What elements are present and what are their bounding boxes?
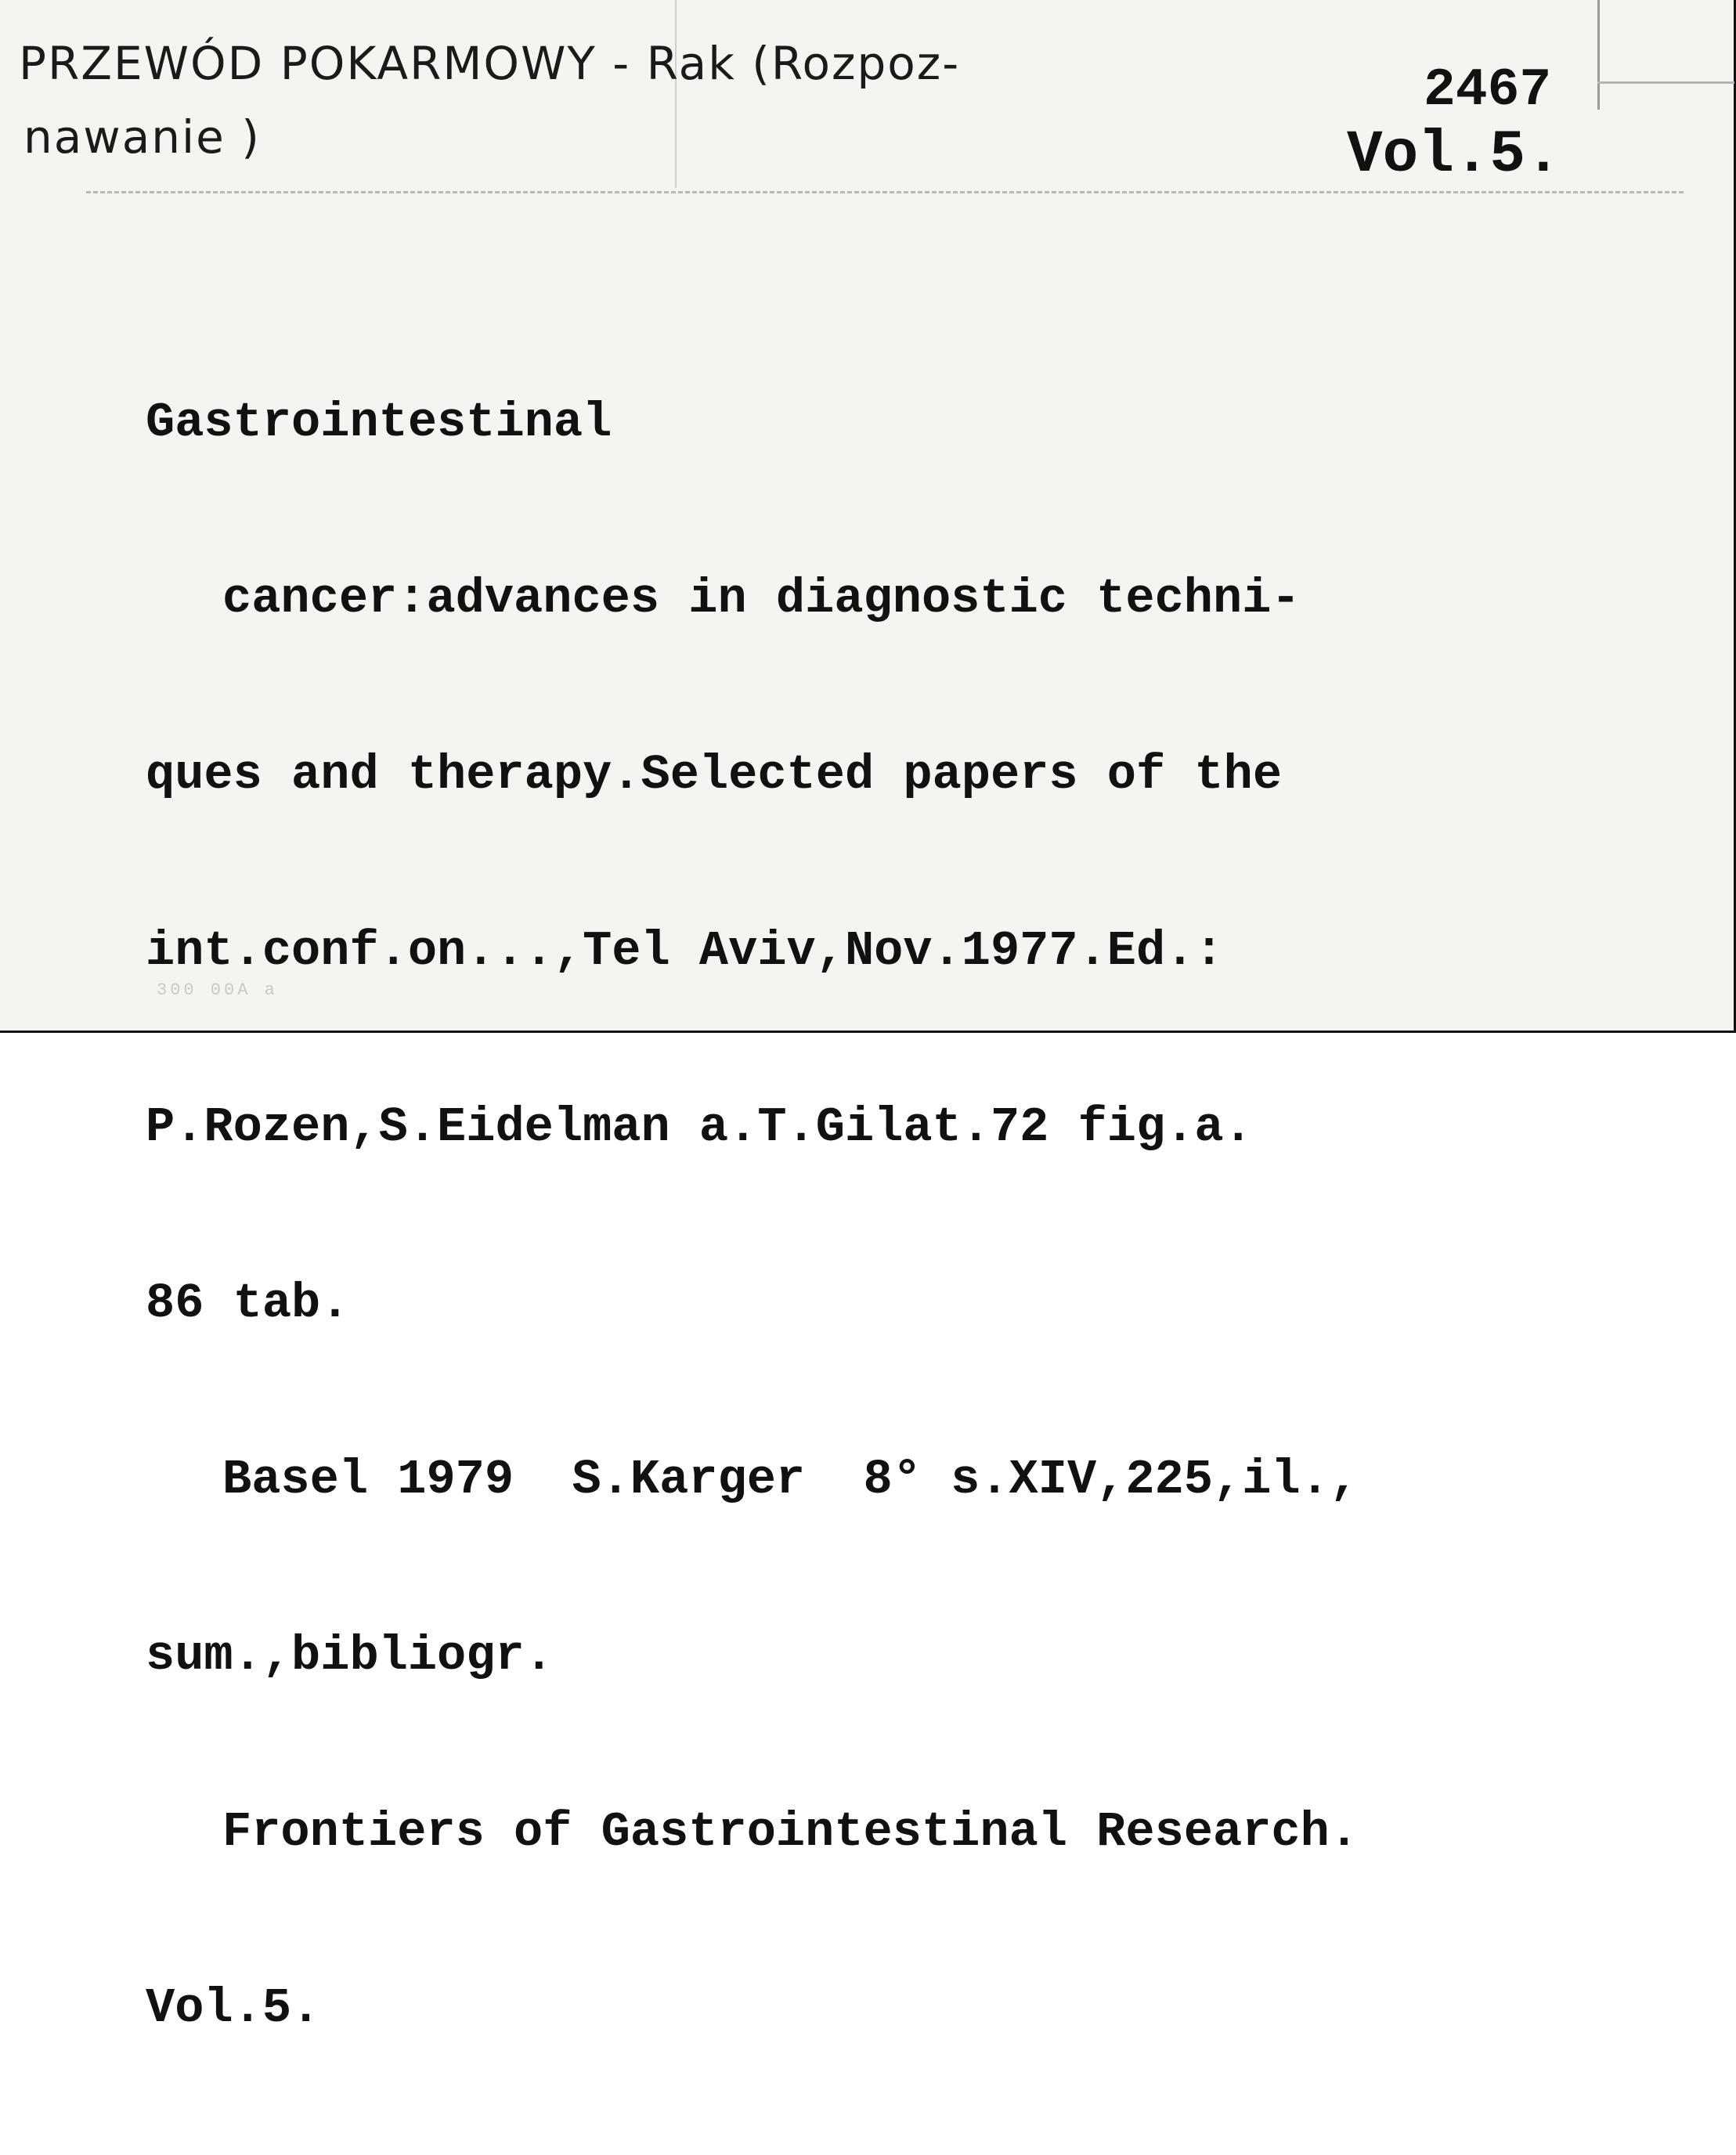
card-fold-line xyxy=(675,0,677,188)
subject-heading-line-2: nawanie ) xyxy=(23,110,261,164)
call-volume: Vol.5. xyxy=(1347,121,1561,189)
entry-line: cancer:advances in diagnostic techni- xyxy=(222,571,1301,626)
card-corner-line xyxy=(1597,0,1600,110)
card-corner-rule xyxy=(1597,81,1734,84)
subject-heading-line-1: PRZEWÓD POKARMOWY - Rak (Rozpoz- xyxy=(19,37,961,90)
entry-line: Frontiers of Gastrointestinal Research. xyxy=(222,1804,1359,1860)
header-divider xyxy=(86,191,1684,193)
entry-line: ques and therapy.Selected papers of the xyxy=(146,747,1283,803)
entry-line: sum.,bibliogr. xyxy=(146,1628,554,1684)
entry-line: Gastrointestinal xyxy=(146,395,612,450)
faint-stamp: 300 00A a xyxy=(157,980,278,1000)
call-number: 2467 xyxy=(1424,60,1552,121)
entry-line: int.conf.on...,Tel Aviv,Nov.1977.Ed.: xyxy=(146,923,1224,979)
bibliographic-entry xyxy=(146,276,1359,2155)
entry-line: P.Rozen,S.Eidelman a.T.Gilat.72 fig.a. xyxy=(146,1099,1253,1155)
entry-line: Vol.5. xyxy=(146,1980,321,2036)
entry-line: 86 tab. xyxy=(146,1276,350,1331)
entry-line: Basel 1979 S.Karger 8° s.XIV,225,il., xyxy=(222,1452,1359,1507)
